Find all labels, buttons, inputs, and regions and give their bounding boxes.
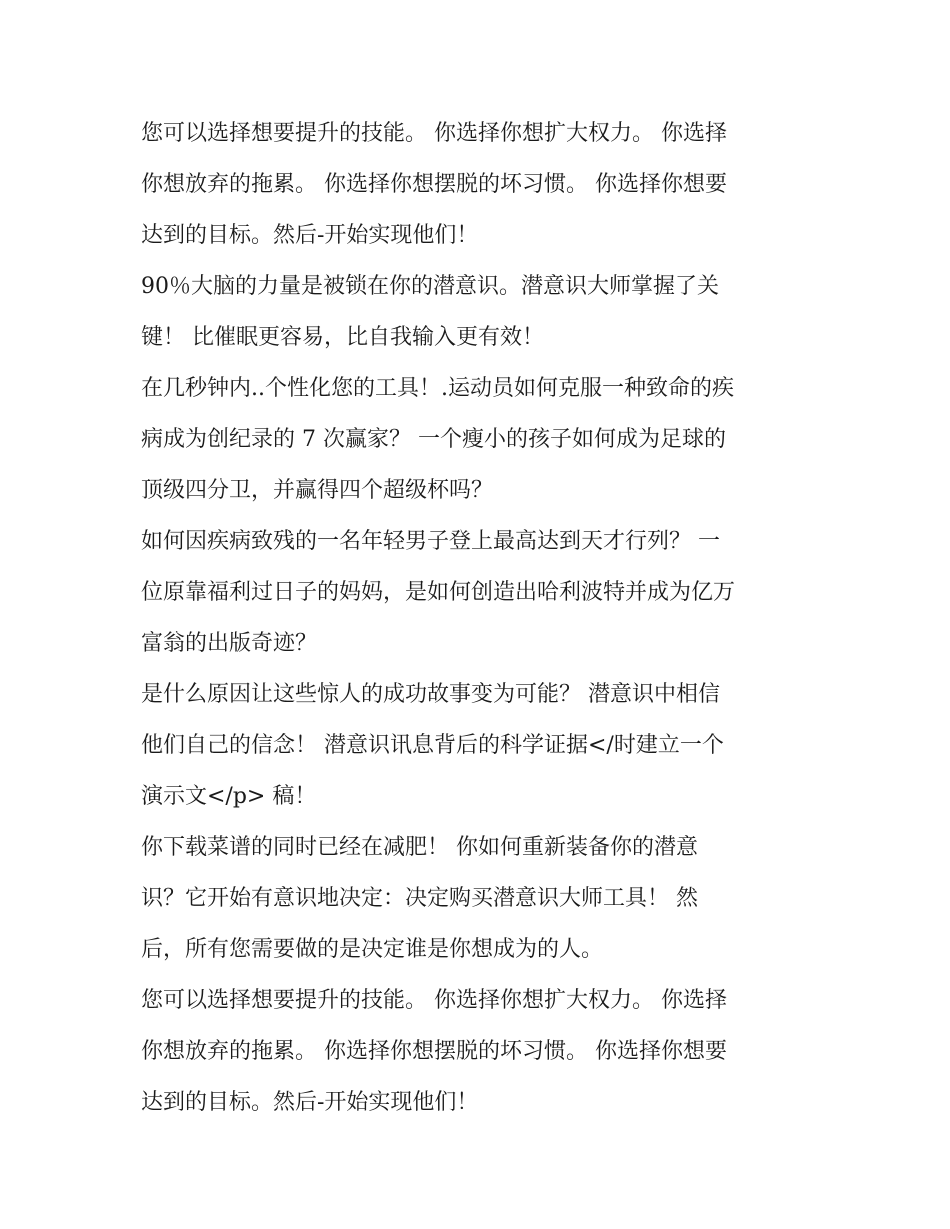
- text-line: 在几秒钟内..个性化您的工具！.运动员如何克服一种致命的疾: [141, 376, 734, 401]
- paragraph-1: [141, 108, 831, 261]
- text-line: 您可以选择想要提升的技能。 你选择你想扩大权力。 你选择: [141, 121, 727, 146]
- text-line: 演示文</p> 稿！: [141, 784, 317, 809]
- text-line: 病成为创纪录的 7 次赢家？ 一个瘦小的孩子如何成为足球的: [141, 427, 726, 452]
- text-line: 你下载菜谱的同时已经在减肥！ 你如何重新装备你的潜意: [141, 835, 698, 860]
- text-line: 达到的目标。然后-开始实现他们！: [141, 223, 479, 248]
- text-line: 键！ 比催眠更容易，比自我输入更有效！: [141, 325, 544, 350]
- text-line: 后，所有您需要做的是决定谁是你想成为的人。: [141, 937, 604, 962]
- text-line: 是什么原因让这些惊人的成功故事变为可能？ 潜意识中相信: [141, 682, 720, 707]
- text-line: 富翁的出版奇迹？: [141, 631, 318, 656]
- text-line: 90％大脑的力量是被锁在你的潜意识。潜意识大师掌握了关: [141, 274, 719, 299]
- text-line: 您可以选择想要提升的技能。 你选择你想扩大权力。 你选择: [141, 988, 727, 1013]
- paragraph-2: [141, 261, 831, 363]
- paragraph-3: [141, 363, 831, 516]
- text-line: 顶级四分卫，并赢得四个超级杯吗？: [141, 478, 494, 503]
- text-line: 达到的目标。然后-开始实现他们！: [141, 1090, 479, 1115]
- text-line: 位原靠福利过日子的妈妈，是如何创造出哈利波特并成为亿万: [141, 580, 736, 605]
- text-line: 你想放弃的拖累。 你选择你想摆脱的坏习惯。 你选择你想要: [141, 172, 727, 197]
- paragraph-6: [141, 822, 831, 975]
- document-body: [141, 108, 831, 1128]
- paragraph-7: [141, 975, 831, 1128]
- text-line: 如何因疾病致残的一名年轻男子登上最高达到天才行列？ 一: [141, 529, 720, 554]
- text-line: 识？它开始有意识地决定：决定购买潜意识大师工具！ 然: [141, 886, 698, 911]
- text-line: 他们自己的信念！ 潜意识讯息背后的科学证据</时建立一个: [141, 733, 724, 758]
- paragraph-5: [141, 669, 831, 822]
- paragraph-4: [141, 516, 831, 669]
- text-line: 你想放弃的拖累。 你选择你想摆脱的坏习惯。 你选择你想要: [141, 1039, 727, 1064]
